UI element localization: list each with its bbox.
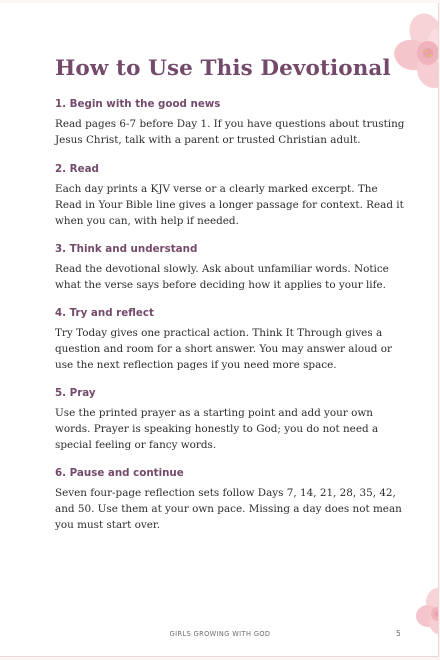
page-number: 5 (396, 629, 401, 638)
section-heading: 1. Begin with the good news (55, 98, 221, 110)
section-pray (55, 386, 407, 453)
section-body: Each day prints a KJV verse or a clearly marked excerpt. The Read in Your Bible line gives a longer passage for context. Read it when you can, with help if needed. (55, 183, 404, 227)
section-try-and-reflect (55, 306, 407, 373)
flower-icon (390, 11, 439, 93)
page-title: How to Use This Devotional (55, 56, 391, 81)
section-heading: 5. Pray (55, 387, 96, 399)
section-heading: 2. Read (55, 163, 99, 175)
section-heading: 6. Pause and continue (55, 467, 184, 479)
section-body: Use the printed prayer as a starting point and add your own words. Prayer is speaking honestly to God; you do not need a special feeling or fancy words. (55, 407, 379, 451)
section-body: Try Today gives one practical action. Think It Through gives a question and room for a short answer. You may answer aloud or use the next reflection pages if you need more space. (55, 327, 392, 371)
section-read (55, 162, 407, 229)
section-body: Read pages 6-7 before Day 1. If you have questions about trusting Jesus Christ, talk with a parent or trusted Christian adult. (55, 118, 405, 146)
running-footer: GIRLS GROWING WITH GOD (169, 630, 271, 638)
section-pause-and-continue (55, 466, 407, 533)
section-heading: 4. Try and reflect (55, 307, 154, 319)
section-begin-with-good-news (55, 97, 407, 148)
section-body: Seven four-page reflection sets follow Days 7, 14, 21, 28, 35, 42, and 50. Use them at your own pace. Missing a day does not mean you must start over. (55, 487, 402, 531)
section-think-and-understand (55, 242, 407, 293)
section-heading: 3. Think and understand (55, 243, 198, 255)
document-page (0, 3, 439, 657)
section-body: Read the devotional slowly. Ask about unfamiliar words. Notice what the verse says before deciding how it applies to your life. (55, 263, 389, 291)
